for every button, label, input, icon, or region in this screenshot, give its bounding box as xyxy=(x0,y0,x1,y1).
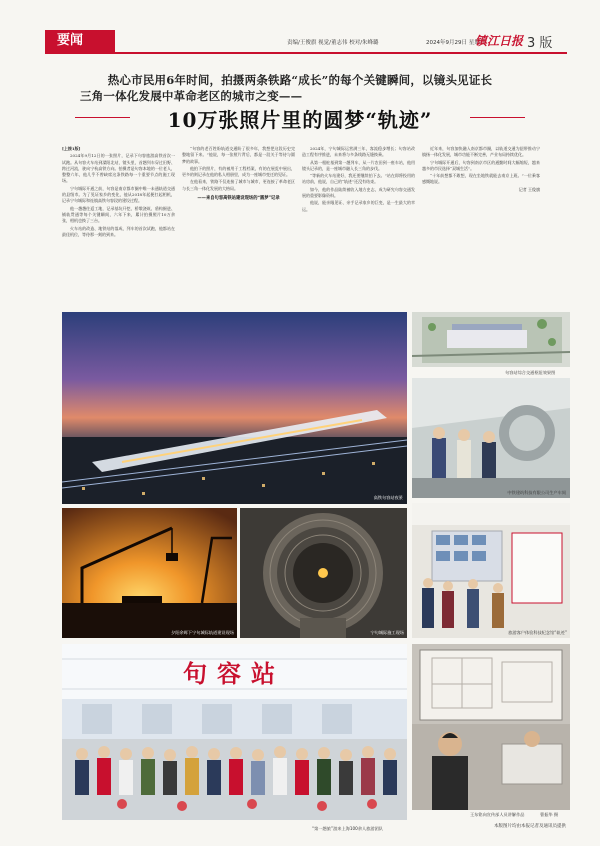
presentation-image xyxy=(412,644,570,810)
photo-exhibition xyxy=(412,503,570,638)
group-image xyxy=(62,644,407,820)
paragraph: 从第一根桩基到第一趟列车，从一片农田到一座车站，他用镜头记录的，是一座城市融入长三角的步伐。 xyxy=(302,159,415,171)
photo-caption: 高铁句容站夜景 xyxy=(373,495,403,500)
photo-caption: 句容站综合交通枢纽效果图 xyxy=(505,370,556,375)
photo-caption: “第一趟旅”游来上海100余人旅游团队 xyxy=(312,826,383,831)
paragraph: “等新的火车站建好，我还要继续拍下去。”站在即将投用的站房前，他说，自己的“轨迹”还没有结束。 xyxy=(302,173,415,185)
masthead-logo: 镇江日报 xyxy=(475,34,524,48)
issue-date: 2024年9月29日 星期日 xyxy=(426,40,486,46)
photo-caption: 宁句城际施工现场 xyxy=(370,630,404,635)
paragraph: 宁句城际开通后，句容到南京市区的通勤时间大幅缩短，越来越多的市民选择“双城生活”。 xyxy=(422,159,540,171)
paragraph: “句容的老百姓盼轨道交通盼了很多年，我想把这段历史完整地留下来。”他说，每一张照片背后，都是一段关于等待与圆梦的故事。 xyxy=(182,146,295,164)
header-rule xyxy=(45,52,567,54)
byline: 记者 王俊旗 xyxy=(518,186,540,192)
paragraph: 宁句城际开通之前，句容是南京都市圈中唯一未通轨道交通的县级市。为了见证家乡的变化，他从2018年起便扛起相机，记录宁句城际和连镇高铁句容段的建设过程。 xyxy=(62,185,175,204)
continued-note: [上接1版] xyxy=(62,146,81,151)
paragraph: 如今，他的作品陆续被收入地方史志，成为研究句容交通发展的重要影像资料。 xyxy=(302,186,415,199)
paragraph: 火车站的改造、地铁站的落成、列车的首次试跑，他都站在最佳机位，等待那一刻的到来。 xyxy=(62,225,175,237)
paragraph: 2024年9月12日的一张照片，记录下句容旅游高铁首次一试跑。从句容火车站到溧阳北站，镜头里，首趟列车穿过田野、跨过河流，驶向宁杭高铁方向。拍摄者是句容本地的一位老人，整整六年，他几乎不曾缺席这条铁路每一个重要节点的施工现场。 xyxy=(62,153,175,184)
tunnel-image xyxy=(240,508,407,638)
paragraph: 2024年，宁句城际运营满三年，客流稳步增长；句容站改造工程有序推进，未来将与多条线路无缝换乘。 xyxy=(302,146,415,158)
paragraph: “十年前想都不敢想，现在坐地铁就能去南京上班。”一位乘客感慨地说。 xyxy=(422,173,540,185)
headline-rule-right xyxy=(470,117,525,118)
photo-presentation xyxy=(412,644,570,810)
paragraph: 近年来，句容加快融入南京都市圈，以轨道交通为纽带推动宁镇扬一体化发展，城市功能不断完善，产业布局持续优化。 xyxy=(422,146,540,158)
photo-caption: 旅游客户体验科技纪念馆“轨迹” xyxy=(508,630,567,635)
editors-line: 责编/王俊旗 视觉/董志伟 校对/朱峰璐 xyxy=(287,40,379,46)
photo-crane-sunset xyxy=(62,508,237,638)
station-sign: 句容站 xyxy=(183,659,285,688)
paragraph: 他说，能亲眼见证、亲手记录家乡的巨变，是一生最大的幸运。 xyxy=(302,200,415,212)
exhibition-image xyxy=(412,503,570,638)
photo-workshop xyxy=(412,378,570,498)
photo-caption: 王东铭向宣传部人员讲解作品 xyxy=(470,812,525,817)
paragraph: 他拍下的照片，有的被用于工程档案，有的在展览中展出，更多的则记录在他的私人相册里，成为一座城市变迁的见证。 xyxy=(182,165,295,178)
station-night-image xyxy=(62,312,407,504)
photo-rendering xyxy=(412,312,570,367)
page-number: 3 版 xyxy=(527,36,553,51)
crane-image xyxy=(62,508,237,638)
page-header xyxy=(0,30,600,54)
photo-credit: 曹振华 摄 xyxy=(540,812,559,817)
kicker-line-2: 三角一体化发展中革命老区的城市之变—— xyxy=(80,89,303,103)
page-footer-note: 本版图片均由本报记者及通讯员提供 xyxy=(494,824,566,829)
photo-caption: 中铁建筑科技有限公司生产车间 xyxy=(507,490,566,495)
photo-tunnel xyxy=(240,508,407,638)
article-column-1 xyxy=(62,146,175,306)
article-column-3 xyxy=(302,146,415,306)
photo-station-night xyxy=(62,312,407,504)
section-tab: 要闻 xyxy=(45,30,115,52)
kicker-line-1: 热心市民用6年时间，拍摄两条铁路“成长”的每个关键瞬间，以镜头见证长 xyxy=(107,73,493,87)
article-column-4 xyxy=(422,146,540,306)
rendering-image xyxy=(412,312,570,367)
photo-group-station xyxy=(62,644,407,820)
headline: 10万张照片里的圆梦“轨迹” xyxy=(167,108,433,132)
paragraph: 在他看来，铁路不仅连接了城市与城市，更连接了革命老区与长三角一体化发展的大格局。 xyxy=(182,179,295,191)
photo-caption: 夕阳余晖下宁句城际轨道建设现场 xyxy=(171,630,234,635)
article-column-2 xyxy=(182,146,295,306)
subhead: ——来自句容高铁站建设现场的“圆梦”记录 xyxy=(197,196,280,202)
workshop-image xyxy=(412,378,570,498)
paragraph: 他一趟趟往返工地，记录基坑开挖、桥墩浇筑、盾构掘进、铺轨贯通等每个关键瞬间，六年下来，累计拍摄照片10万余张，相机也换了三台。 xyxy=(62,205,175,224)
